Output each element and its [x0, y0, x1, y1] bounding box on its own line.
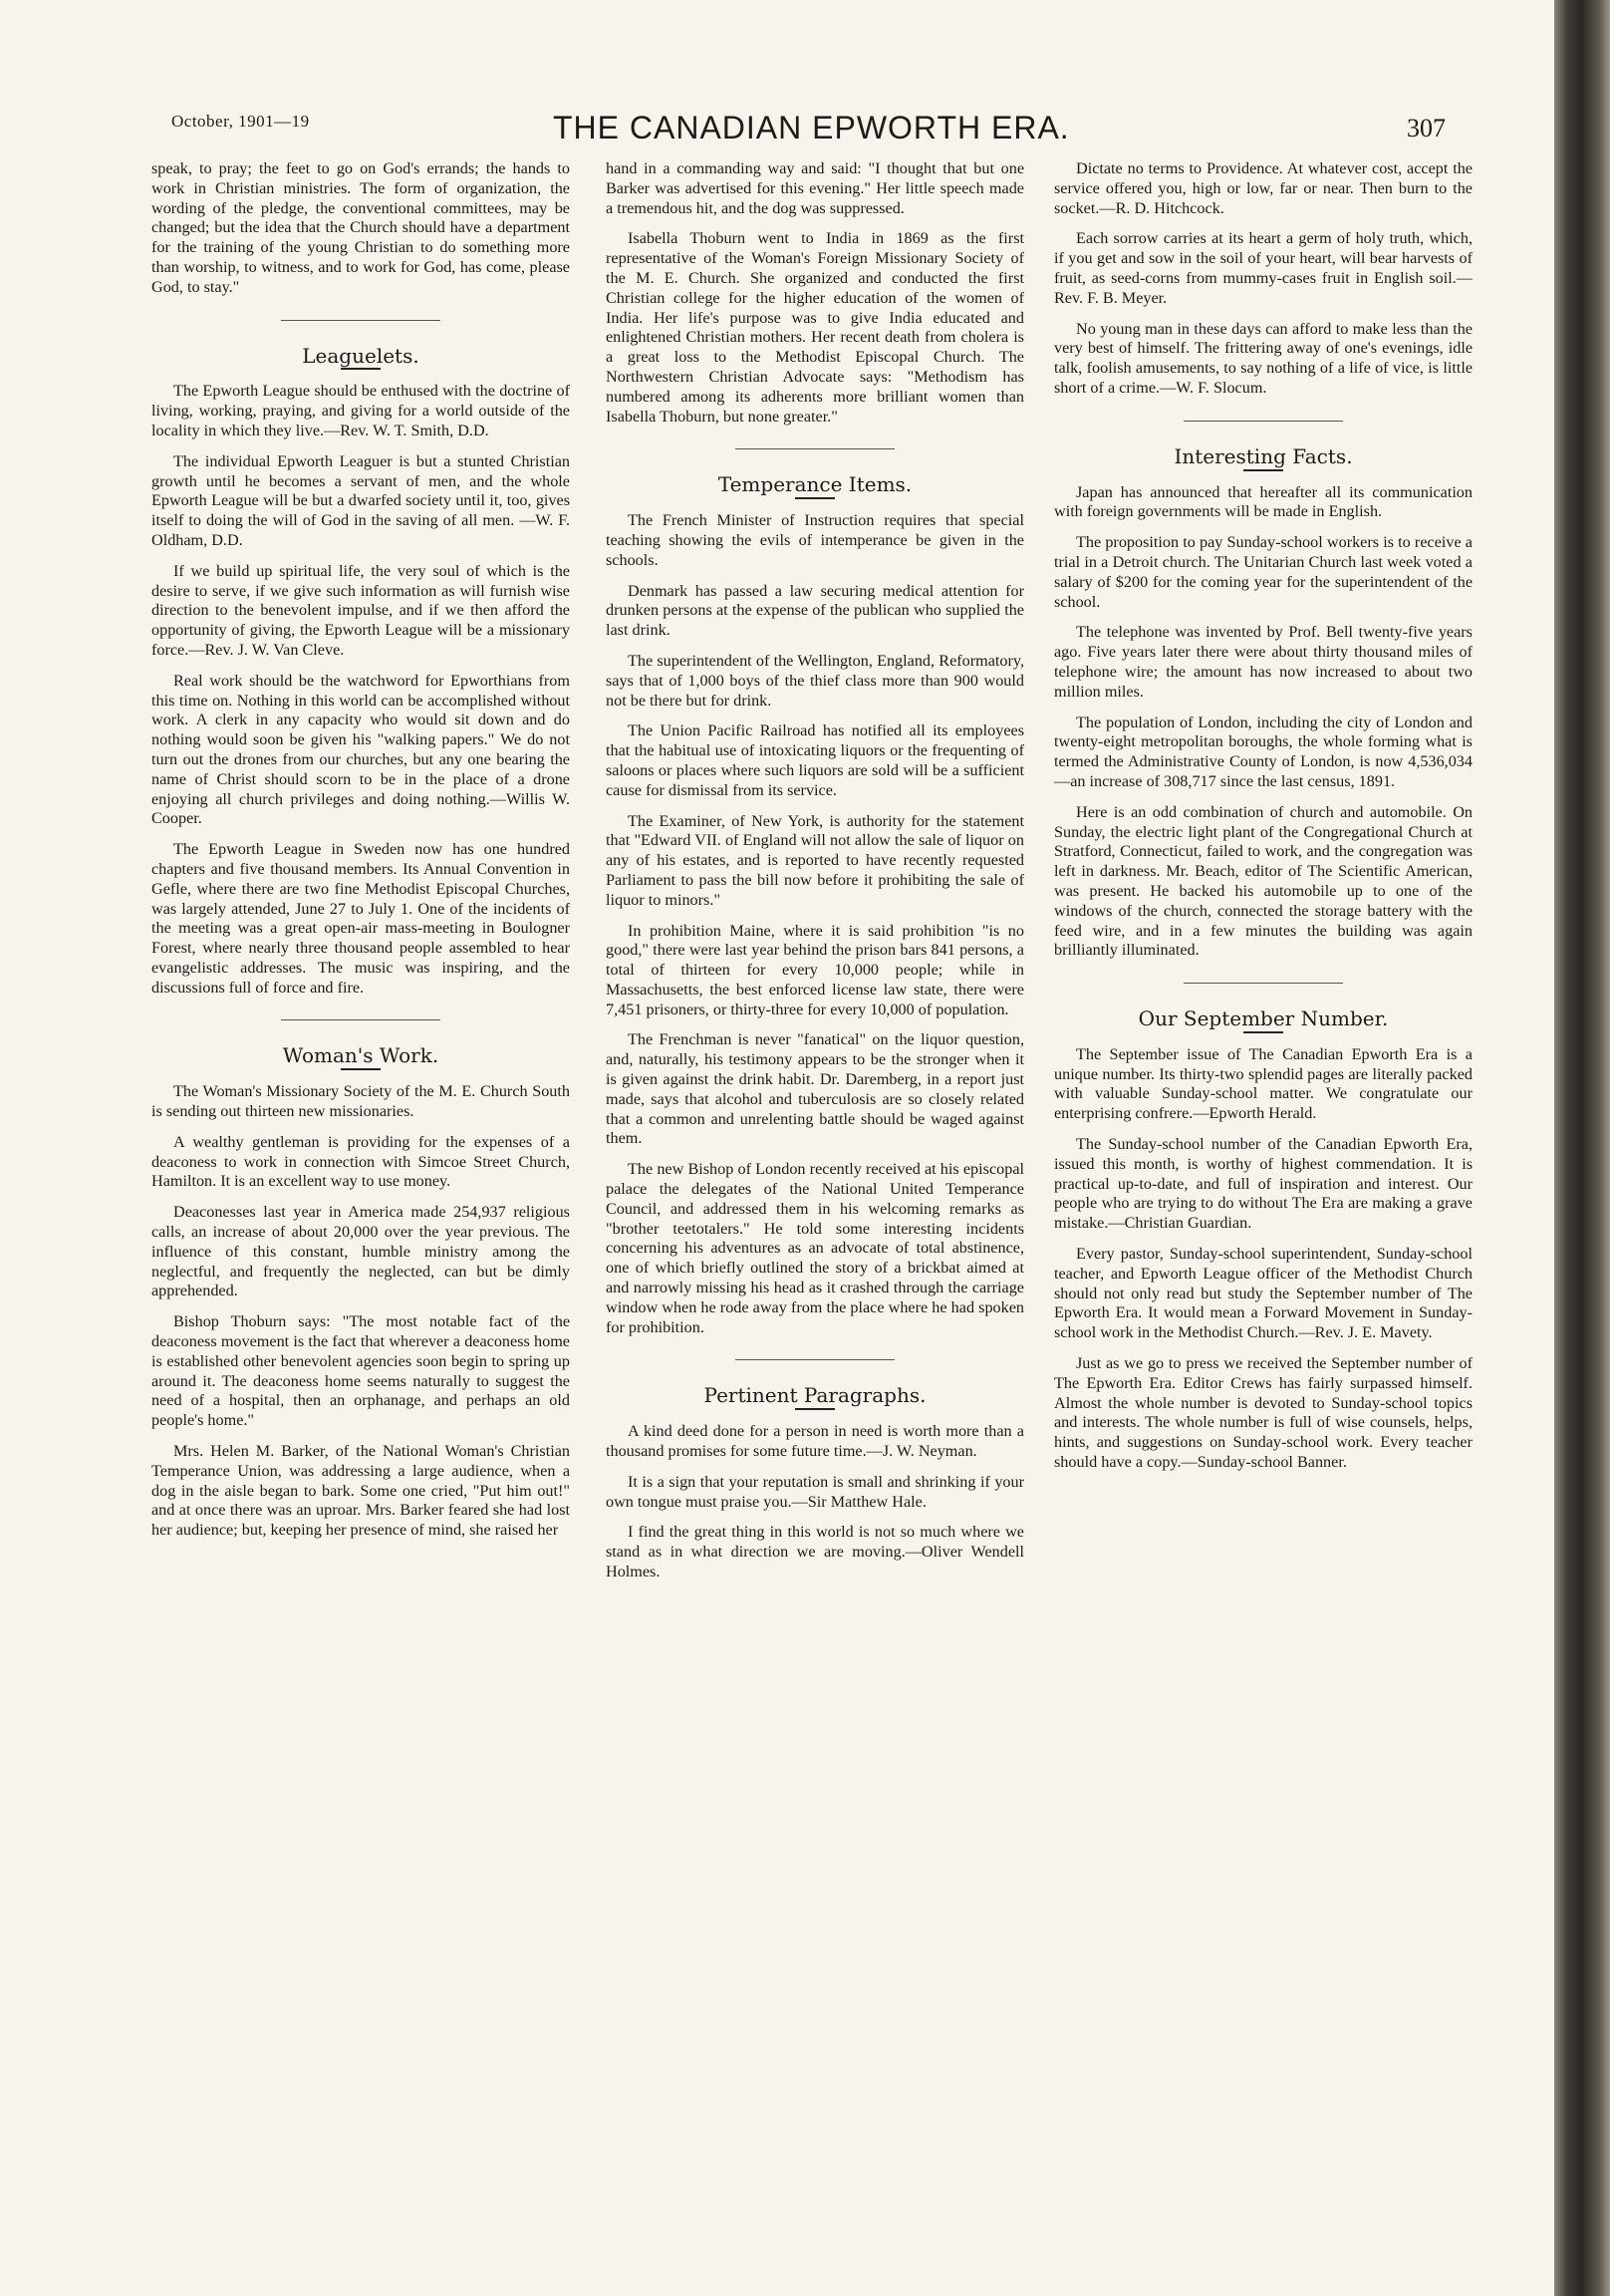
book-binding-edge — [1554, 0, 1610, 2296]
paragraph: The proposition to pay Sunday-school workers is to receive a trial in a Detroit church. The Unitarian Church last week voted a salary of $200 for the coming year for the superintendent of the school. — [1054, 533, 1473, 611]
heading-rule — [341, 368, 381, 370]
paragraph: If we build up spiritual life, the very soul of which is the desire to serve, if we give such information as will furnish wise direction to the benevolent impulse, and if we then afford the opportunity of giving, the Epworth League will be a missionary force.—Rev. J. W. Van Cleve. — [151, 561, 570, 659]
section-heading-interesting-facts: Interesting Facts. — [1174, 443, 1353, 468]
paragraph: Just as we go to press we received the September number of The Epworth Era. Editor Crews has fairly surpassed himself. Almost the whole number is devoted to Sunday-school topics and interests. The whole number is full of wise counsels, helps, hints, and suggestions on Sunday-school work. Every teacher should have a copy.—Sunday-school Banner. — [1054, 1354, 1473, 1472]
paragraph: The French Minister of Instruction requires that special teaching showing the evils of intemperance be given in the schools. — [606, 511, 1024, 569]
paragraph: The superintendent of the Wellington, England, Reformatory, says that of 1,000 boys of the thief class more than 900 would not be there but for drink. — [606, 651, 1024, 710]
paragraph: Mrs. Helen M. Barker, of the National Woman's Christian Temperance Union, was addressing a large audience, when a dog in the aisle began to bark. Some one cried, "Put him out!" and at once there was an uproar. Mrs. Barker feared she had lost her audience; but, keeping her presence of mind, she raised her — [151, 1442, 570, 1540]
paragraph: No young man in these days can afford to make less than the very best of himself. The frittering away of one's evenings, idle talk, foolish amusements, to say nothing of a life of vice, is little short of a crime.—W. F. Slocum. — [1054, 319, 1473, 397]
paragraph: Real work should be the watchword for Epworthians from this time on. Nothing in this world can be accomplished without work. A clerk in any capacity who would sit down and do nothing would soon be given his "walking papers." We do not turn out the drones from our churches, but any one bearing the name of Christ should scorn to be in the place of a drone enjoying all church privileges and doing nothing.—Willis W. Cooper. — [151, 671, 570, 828]
paragraph: Each sorrow carries at its heart a germ of holy truth, which, if you get and sow in the soil of your heart, will bear harvests of fruit, as seed-corns from mummy-cases fruit in English soil.—Rev. F. B. Meyer. — [1054, 229, 1473, 307]
paragraph: In prohibition Maine, where it is said prohibition "is no good," there were last year behind the prison bars 841 persons, a total of thirteen for every 10,000 people; while in Massachusetts, the best enforced license law state, there were 7,451 prisoners, or thirty-three for every 10,000 of population. — [606, 921, 1024, 1018]
section-divider — [1184, 421, 1343, 422]
paragraph: The new Bishop of London recently received at his episcopal palace the delegates of the National United Temperance Council, and addressed them in his welcoming remarks as "brother teetotalers." He told some interesting incidents concerning his adventures as an advocate of total abstinence, one of which briefly outlined the story of a brickbat aimed at and narrowly missing his head as it crashed through the carriage window when he rode away from the place where he had spoken for prohibition. — [606, 1160, 1024, 1336]
section-heading-womans-work: Woman's Work. — [282, 1043, 439, 1068]
paragraph: The Epworth League in Sweden now has one hundred chapters and five thousand members. Its Annual Convention in Gefle, where there are two fine Methodist Episcopal Churches, was largely attended, June 27 to July 1. One of the incidents of the meeting was a great open-air mass-meeting in Boulogner Forest, where nearly three thousand people assembled to hear evangelistic addresses. The music was inspiring, and the discussions full of force and fire. — [151, 840, 570, 997]
column-2 — [606, 159, 1024, 1593]
page-header — [159, 100, 1455, 159]
section-heading-temperance: Temperance Items. — [717, 472, 913, 497]
paragraph: The Epworth League should be enthused with the doctrine of living, working, praying, and giving for a world outside of the locality in which they live.—Rev. W. T. Smith, D.D. — [151, 382, 570, 439]
paragraph: The individual Epworth Leaguer is but a stunted Christian growth until he becomes a servant of men, and the whole Epworth League will be but a dwarfed society until it, too, gives itself to doing the will of God in the saving of all men. —W. F. Oldham, D.D. — [151, 451, 570, 549]
paragraph: It is a sign that your reputation is small and shrinking if your own tongue must praise you.—Sir Matthew Hale. — [606, 1472, 1024, 1511]
paragraph: Japan has announced that hereafter all its communication with foreign governments will be made in English. — [1054, 482, 1473, 521]
section-heading-leaguelets: Leaguelets. — [302, 343, 419, 368]
paragraph: Dictate no terms to Providence. At whatever cost, accept the service offered you, high or low, far or near. Then burn to the socket.—R. D. Hitchcock. — [1054, 159, 1473, 217]
heading-rule — [1243, 469, 1283, 471]
section-divider — [735, 1359, 895, 1360]
page-number: 307 — [1407, 114, 1446, 143]
heading-rule — [1243, 1031, 1283, 1033]
paragraph: Isabella Thoburn went to India in 1869 as the first representative of the Woman's Foreign Missionary Society of the M. E. Church. She organized and conducted the first Christian college for the higher education of the women of India. Her life's purpose was to give India educated and enlightened Christian mothers. Her recent death from cholera is a great loss to the Methodist Episcopal Church. The Northwestern Christian Advocate says: "Methodism has numbered among its adherents more brilliant women than Isabella Thoburn, but none greater." — [606, 229, 1024, 426]
column-1 — [151, 159, 570, 1552]
paragraph: I find the great thing in this world is not so much where we stand as in what direction we are moving.—Oliver Wendell Holmes. — [606, 1523, 1024, 1581]
magazine-title: THE CANADIAN EPWORTH ERA. — [553, 110, 1070, 145]
paragraph: The telephone was invented by Prof. Bell twenty-five years ago. Five years later there were about thirty thousand miles of telephone wire; the amount has now increased to about two million miles. — [1054, 623, 1473, 701]
paragraph: The Frenchman is never "fanatical" on the liquor question, and, naturally, his testimony appears to be the stronger when it is given against the drink habit. Dr. Daremberg, in a report just made, says that alcohol and tuberculosis are so closely related that a common and unrelenting battle should be waged against them. — [606, 1030, 1024, 1148]
column-3 — [1054, 159, 1473, 1484]
paragraph: Deaconesses last year in America made 254,937 religious calls, an increase of about 20,000 over the year previous. The influence of this constant, humble ministry among the neglectful, and frequently the neglected, can but be dimly apprehended. — [151, 1203, 570, 1300]
paragraph: The Union Pacific Railroad has notified all its employees that the habitual use of intoxicating liquors or the frequenting of saloons or places where such liquors are sold will be a sufficient cause for dismissal from its service. — [606, 721, 1024, 799]
section-heading-pertinent: Pertinent Paragraphs. — [703, 1383, 927, 1408]
section-divider — [281, 1019, 440, 1020]
paragraph: Bishop Thoburn says: "The most notable fact of the deaconess movement is the fact that wherever a deaconess home is established other benevolent agencies soon begin to spring up around it. The deaconess home seems naturally to suggest the need of a hospital, then an orphanage, and perhaps an old people's home." — [151, 1312, 570, 1430]
heading-rule — [341, 1068, 381, 1070]
paragraph: Here is an odd combination of church and automobile. On Sunday, the electric light plant of the Congregational Church at Stratford, Connecticut, failed to work, and the congregation was left in darkness. Mr. Beach, editor of The Scientific American, was present. He backed his automobile up to one of the windows of the church, connected the storage battery with the feed wire, and in a few minutes the building was again brilliantly illuminated. — [1054, 802, 1473, 960]
section-divider — [281, 320, 440, 321]
paragraph: The Sunday-school number of the Canadian Epworth Era, issued this month, is worthy of highest commendation. It is practical up-to-date, and full of inspiration and interest. Our people who are trying to do without The Era are making a grave mistake.—Christian Guardian. — [1054, 1135, 1473, 1233]
continued-text: speak, to pray; the feet to go on God's errands; the hands to work in Christian ministries. The form of organization, the wording of the pledge, the conventional committees, may be changed; but the idea that the Church should have a department for the training of the young Christian to do something more than worship, to witness, and to work for God, has come, please God, to stay." — [151, 159, 570, 296]
paragraph: Denmark has passed a law securing medical attention for drunken persons at the expense of the publican who supplied the last drink. — [606, 581, 1024, 640]
paragraph: The Examiner, of New York, is authority for the statement that "Edward VII. of England will not allow the sale of liquor on any of his estates, and is reported to have recently requested Parliament to pass the bill now before it prohibiting the sale of liquor to minors." — [606, 811, 1024, 909]
paragraph: The population of London, including the city of London and twenty-eight metropolitan boroughs, the whole forming what is termed the Administrative County of London, is now 4,536,034—an increase of 308,717 since the last census, 1891. — [1054, 713, 1473, 790]
paragraph: A wealthy gentleman is providing for the expenses of a deaconess to work in connection with Simcoe Street Church, Hamilton. It is an excellent way to use money. — [151, 1132, 570, 1191]
heading-rule — [795, 497, 835, 499]
section-divider — [735, 448, 895, 449]
section-heading-september-number: Our September Number. — [1138, 1006, 1389, 1031]
section-divider — [1184, 983, 1343, 984]
paragraph: The September issue of The Canadian Epworth Era is a unique number. Its thirty-two splendid pages are literally packed with valuable Sunday-school matter. We congratulate our enterprising confrere.—Epworth Herald. — [1054, 1044, 1473, 1123]
continued-text: hand in a commanding way and said: "I thought that but one Barker was advertised for this evening." Her little speech made a tremendous hit, and the dog was suppressed. — [606, 159, 1024, 217]
paragraph: A kind deed done for a person in need is worth more than a thousand promises for some future time.—J. W. Neyman. — [606, 1422, 1024, 1461]
issue-date: October, 1901—19 — [171, 112, 310, 131]
paragraph: Every pastor, Sunday-school superintendent, Sunday-school teacher, and Epworth League officer of the Methodist Church should not only read but study the September number of The Epworth Era. It would mean a Forward Movement in Sunday-school work in the Methodist Church.—Rev. J. E. Mavety. — [1054, 1245, 1473, 1342]
heading-rule — [795, 1408, 835, 1410]
paragraph: The Woman's Missionary Society of the M. E. Church South is sending out thirteen new missionaries. — [151, 1082, 570, 1121]
